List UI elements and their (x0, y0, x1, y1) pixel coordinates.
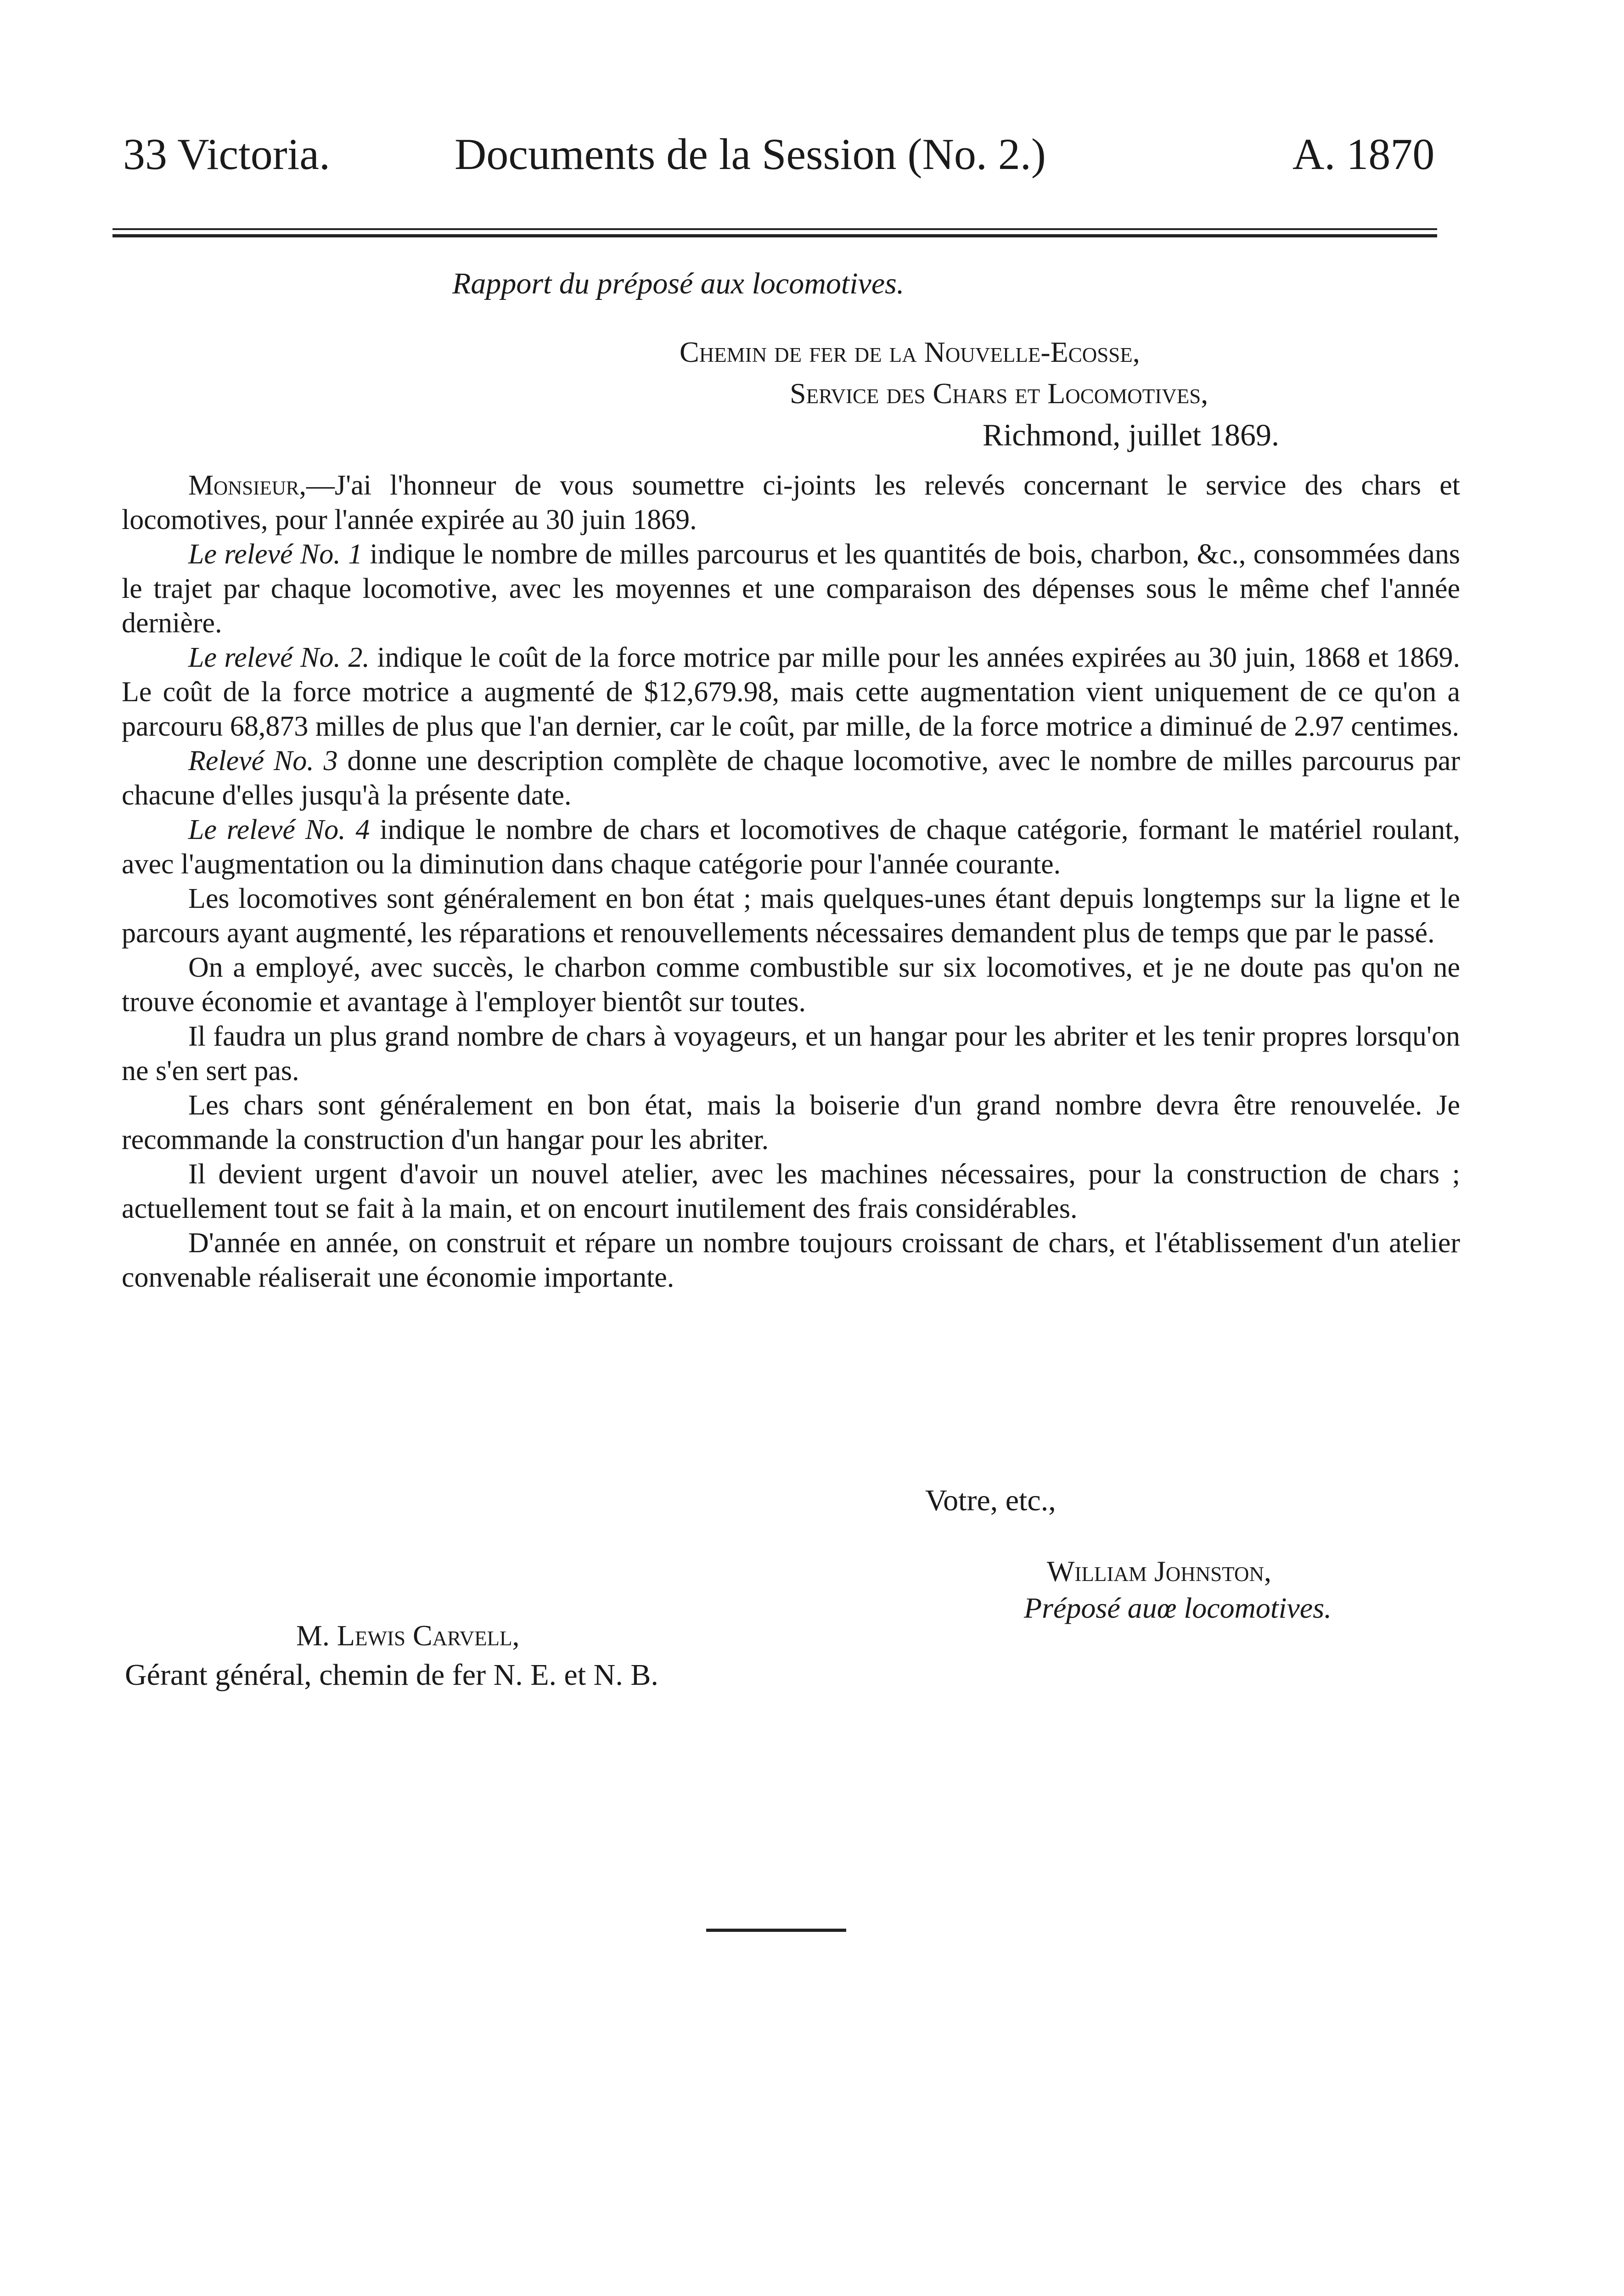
paragraph-cars-condition: Les chars sont généralement en bon état, mais la boiserie d'un grand nombre devra être renouvelée. Je recommande la construction d'un hangar pour les abriter. (122, 1090, 1460, 1155)
paragraph-workshop: Il devient urgent d'avoir un nouvel atelier, avec les machines nécessaires, pour la construction de chars ; actuellement tout se fait à la main, et on encourt inutilement des frais considérables. (122, 1159, 1460, 1224)
statement-reference: Le relevé No. 4 (188, 814, 370, 845)
paragraph-opening (122, 468, 1460, 537)
paragraph-coal: On a employé, avec succès, le charbon comme combustible sur six locomotives, et je ne doute pas qu'on ne trouve économie et avantage à l'employer bientôt sur toutes. (122, 952, 1460, 1018)
paragraph-text: indique le coût de la force motrice par mille pour les années expirées au 30 juin, 1868 et 1869. Le coût de la force motrice a augmenté de $12,679.98, mais cette augmentation vient uniquement de ce qu'on a parcouru 68,873 milles de plus que l'an dernier, car le coût, par mille, de la force motrice a diminué de 2.97 centimes. (122, 642, 1461, 742)
paragraph-statement-3 (122, 744, 1460, 813)
paragraph-statement-1 (122, 537, 1460, 641)
statement-reference: Le relevé No. 2. (188, 642, 370, 673)
signer-name: William Johnston, (1047, 1555, 1271, 1587)
paragraph-statement-2 (122, 641, 1460, 744)
closing: Votre, etc., (925, 1484, 1056, 1517)
dateline: Richmond, juillet 1869. (983, 417, 1279, 452)
recipient-title: Gérant général, chemin de fer N. E. et N. B. (125, 1658, 658, 1692)
header-rule-thick (112, 234, 1437, 237)
statement-reference: Le relevé No. 1 (188, 539, 363, 570)
salutation: Monsieur, (188, 470, 306, 501)
signer-title: Préposé auœ locomotives. (1024, 1592, 1332, 1624)
paragraph-statement-4 (122, 813, 1460, 882)
paragraph-text: donne une description complète de chaque locomotive, avec le nombre de milles parcourus par chacune d'elles jusqu'à la présente date. (122, 745, 1461, 811)
address-line-railway: Chemin de fer de la Nouvelle-Ecosse, (680, 336, 1140, 368)
header-rule-thin (112, 228, 1437, 230)
header-document-title: Documents de la Session (No. 2.) (455, 129, 1046, 179)
address-line-service: Service des Chars et Locomotives, (790, 377, 1208, 410)
recipient-name: M. Lewis Carvell, (296, 1619, 520, 1652)
end-rule (706, 1929, 846, 1932)
paragraph-passenger-cars: Il faudra un plus grand nombre de chars à voyageurs, et un hangar pour les abriter et les tenir propres lorsqu'on ne s'en sert pas. (122, 1021, 1460, 1086)
report-title: Rapport du préposé aux locomotives. (452, 267, 905, 300)
paragraph-locomotives: Les locomotives sont généralement en bon état ; mais quelques-unes étant depuis longtemps sur la ligne et le parcours ayant augmenté, les réparations et renouvellements nécessaires demandent plus de temps que par le passé. (122, 883, 1460, 949)
page-header (0, 129, 1624, 179)
letter-body (122, 468, 1460, 1295)
statement-reference: Relevé No. 3 (188, 745, 338, 777)
paragraph-text: —J'ai l'honneur de vous soumettre ci-joints les relevés concernant le service des chars et locomotives, pour l'année expirée au 30 juin 1869. (122, 470, 1460, 535)
paragraph-economy: D'année en année, on construit et répare un nombre toujours croissant de chars, et l'établissement d'un atelier convenable réaliserait une économie importante. (122, 1227, 1460, 1293)
paragraph-text: indique le nombre de milles parcourus et les quantités de bois, charbon, &c., consommées dans le trajet par chaque locomotive, avec les moyennes et une comparaison des dépenses sous le même chef l'année dernière. (122, 539, 1461, 639)
paragraph-text: indique le nombre de chars et locomotives de chaque catégorie, formant le matériel roulant, avec l'augmentation ou la diminution dans chaque catégorie pour l'année courante. (122, 814, 1460, 880)
header-regnal-year: 33 Victoria. (123, 129, 331, 179)
header-year: A. 1870 (1292, 129, 1435, 179)
